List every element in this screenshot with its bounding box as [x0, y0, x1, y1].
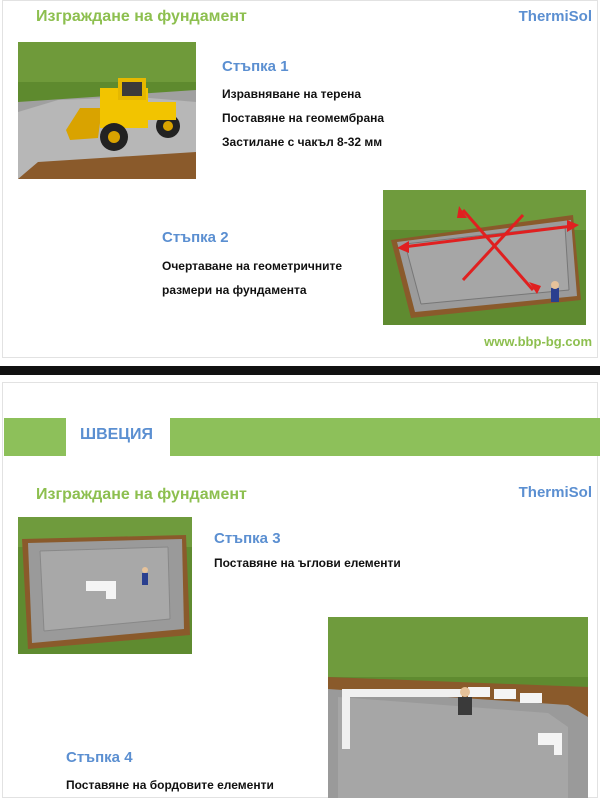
slide-1-title: Изграждане на фундамент	[36, 8, 247, 25]
step-3-title: Стъпка 3	[214, 530, 281, 547]
border-elements-illustration	[328, 617, 588, 798]
brand-logo-text: ThermiSol	[518, 8, 592, 25]
slide-divider	[0, 366, 600, 375]
brand-logo-text-2: ThermiSol	[518, 484, 592, 501]
slide-2-title: Изграждане на фундамент	[36, 486, 247, 503]
step-2-title: Стъпка 2	[162, 229, 229, 246]
step-3-line-1: Поставяне на ъглови елементи	[214, 556, 401, 570]
step-4-title: Стъпка 4	[66, 749, 133, 766]
corner-elements-illustration	[18, 517, 192, 654]
foundation-outline-illustration	[383, 190, 586, 325]
step-1-line-3: Застилане с чакъл 8-32 мм	[222, 135, 383, 149]
step-2-line-2: размери на фундамента	[162, 283, 307, 297]
step-1-line-2: Поставяне на геомембрана	[222, 111, 385, 125]
step-1-line-1: Изравняване на терена	[222, 87, 362, 101]
website-link[interactable]: www.bbp-bg.com	[484, 334, 592, 349]
step-4-line-1: Поставяне на бордовите елементи	[66, 778, 274, 792]
step-1-title: Стъпка 1	[222, 58, 289, 75]
banner-label: ШВЕЦИЯ	[80, 426, 153, 443]
step-2-line-1: Очертаване на геометричните	[162, 259, 343, 273]
bulldozer-illustration	[18, 42, 196, 179]
